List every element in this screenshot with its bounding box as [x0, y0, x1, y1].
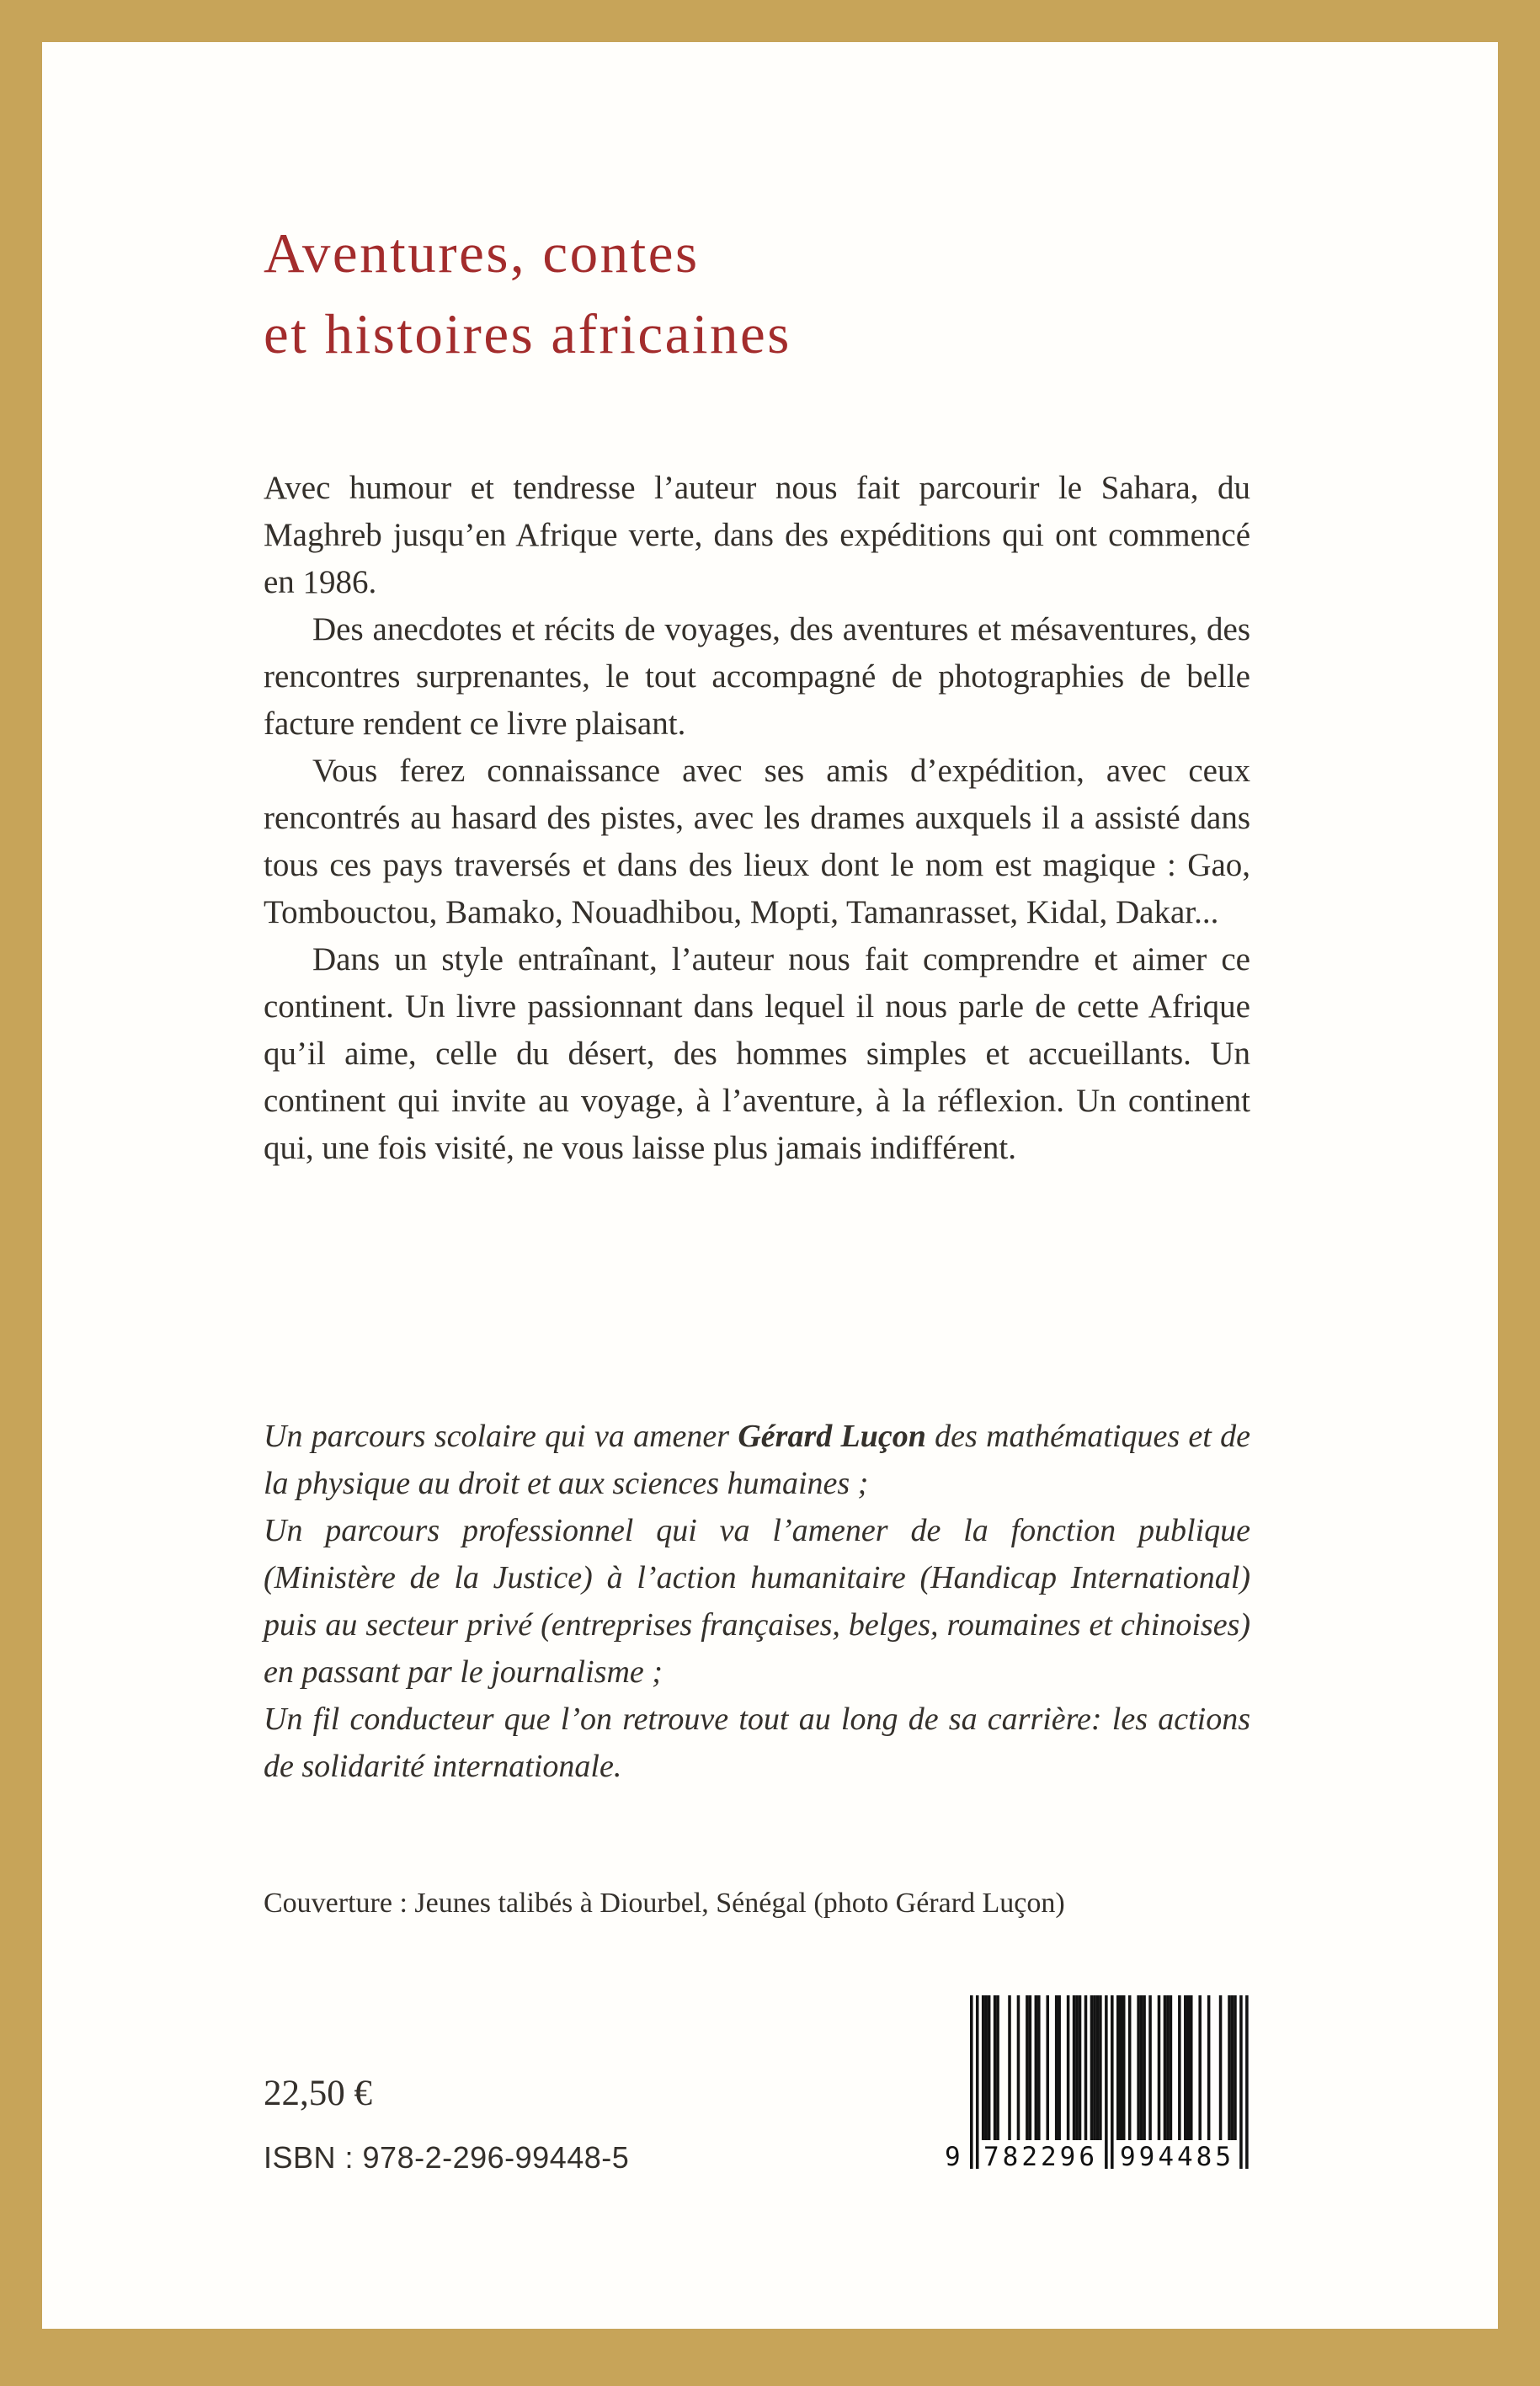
synopsis-paragraph: Avec humour et tendresse l’auteur nous fait parcourir le Sahara, du Maghreb jusqu’en Afrique verte, dans des expéditions qui ont commencé en 1986. [264, 470, 1250, 600]
book-title-line-1: Aventures, contes [264, 222, 700, 285]
bio-text: des mathématiques et de la physique au droit et aux sciences humaines ; [264, 1419, 1250, 1501]
isbn: ISBN : 978-2-296-99448-5 [264, 2140, 630, 2175]
synopsis-paragraph: Vous ferez connaissance avec ses amis d’expédition, avec ceux rencontrés au hasard des pistes, avec les drames auxquels il a assisté dans tous ces pays traversés et dans des lieux dont le nom est magique : Gao, Tombouctou, Bamako, Nouadhibou, Mopti, Tamanrasset, Kidal, Dakar... [264, 753, 1250, 930]
bio-paragraph [264, 1413, 1250, 1507]
page [42, 42, 1498, 2329]
barcode-digit-group: 9 [945, 2140, 967, 2174]
author-bio [264, 1413, 1250, 1790]
bio-text: Un parcours scolaire qui va amener [264, 1419, 738, 1454]
bio-paragraph: Un parcours professionnel qui va l’amener de la fonction publique (Ministère de la Justice) à l’action humanitaire (Handicap International) puis au secteur privé (entreprises françaises, belges, roumaines et chinoises) en passant par le journalisme ; [264, 1513, 1250, 1690]
author-name: Gérard Luçon [738, 1419, 926, 1454]
synopsis [264, 465, 1250, 1172]
book-title [264, 213, 791, 375]
cover-credit: Couverture : Jeunes talibés à Diourbel, Sénégal (photo Gérard Luçon) [264, 1888, 1065, 1919]
synopsis-paragraph: Dans un style entraînant, l’auteur nous fait comprendre et aimer ce continent. Un livre passionnant dans lequel il nous parle de cette Afrique qu’il aime, celle du désert, des hommes simples et accueillants. Un continent qui invite au voyage, à l’aventure, à la réflexion. Un continent qui, une fois visité, ne vous laisse plus jamais indifférent. [264, 941, 1250, 1166]
synopsis-paragraph: Des anecdotes et récits de voyages, des aventures et mésaventures, des rencontres surprenantes, le tout accompagné de photographies de belle facture rendent ce livre plaisant. [264, 611, 1250, 742]
barcode-digit-group: 994485 [1120, 2142, 1234, 2172]
bio-paragraph: Un fil conducteur que l’on retrouve tout au long de sa carrière: les actions de solidarité internationale. [264, 1702, 1250, 1784]
barcode [945, 1995, 1253, 2176]
barcode-digit-group: 782296 [983, 2142, 1098, 2172]
book-title-line-2: et histoires africaines [264, 303, 791, 365]
price: 22,50 € [264, 2074, 372, 2113]
